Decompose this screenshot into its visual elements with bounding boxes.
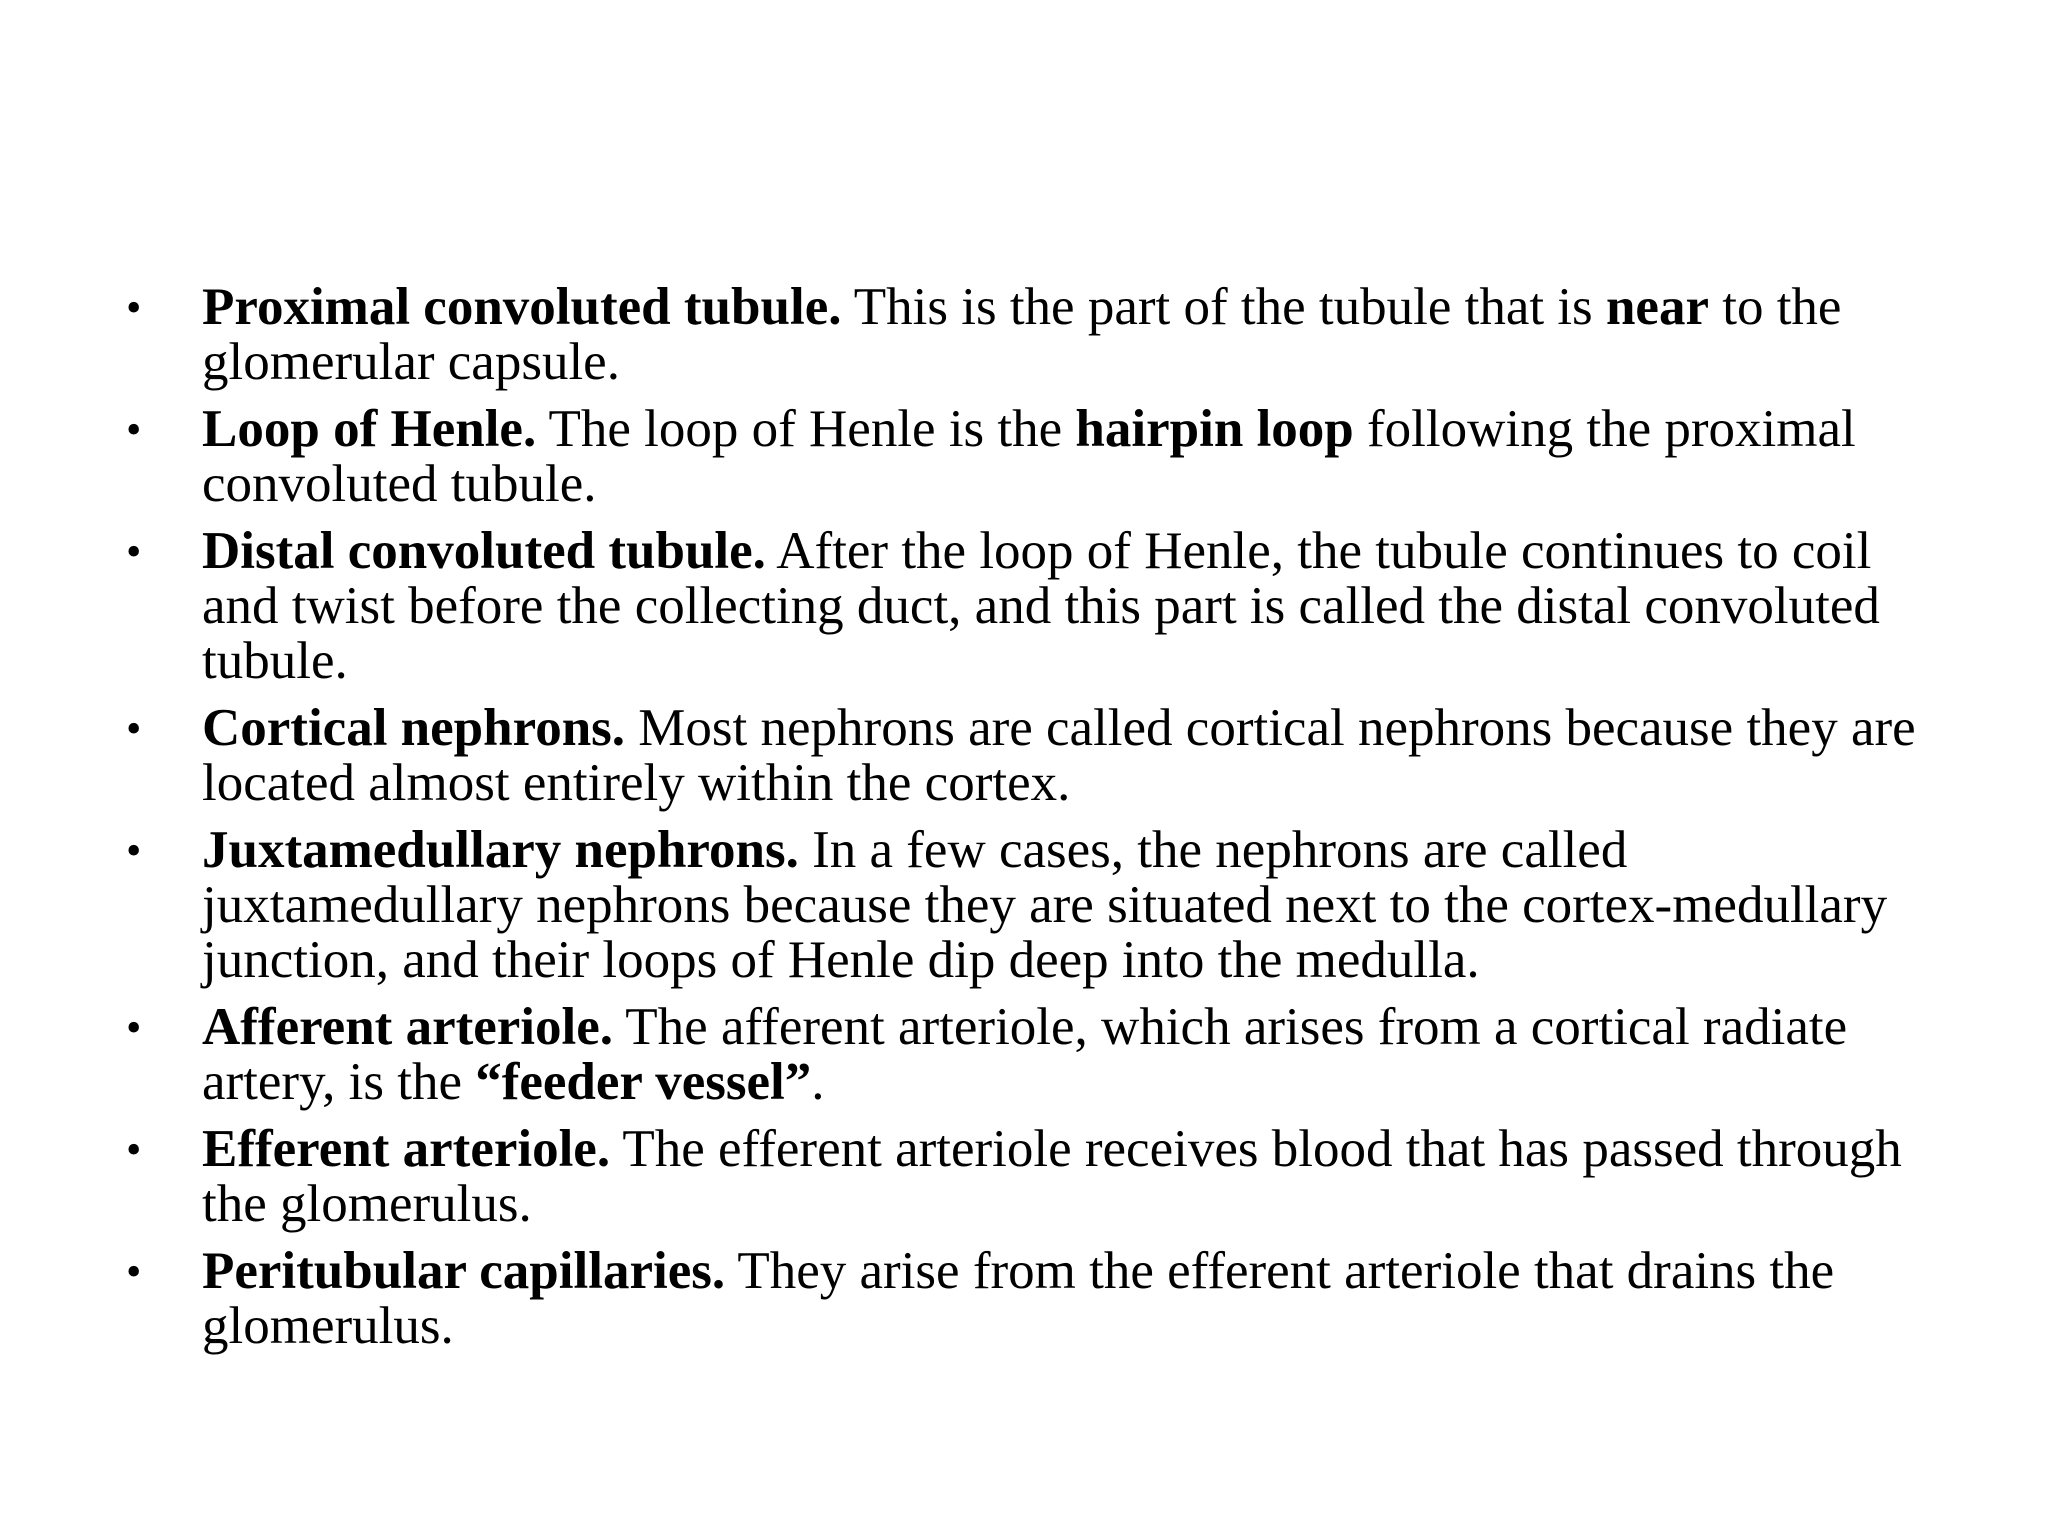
list-item-distal-convoluted-tubule xyxy=(120,524,1920,689)
bullet-icon: • xyxy=(126,1125,142,1174)
list-item-loop-of-henle xyxy=(120,402,1920,512)
description-text: . xyxy=(811,1053,825,1111)
term-label: Peritubular capillaries. xyxy=(202,1242,726,1300)
bullet-icon: • xyxy=(126,826,142,875)
emphasis-text: near xyxy=(1605,278,1709,336)
list-item-efferent-arteriole xyxy=(120,1122,1920,1232)
list-item-cortical-nephrons xyxy=(120,701,1920,811)
description-text: The afferent arteriole, which arises from a cortical radiate artery, is the xyxy=(202,998,1848,1111)
list-item-afferent-arteriole xyxy=(120,1000,1920,1110)
description-text: They arise from the efferent arteriole that drains the glomerulus. xyxy=(202,1242,1835,1355)
description-text: to the glomerular capsule. xyxy=(202,278,1842,391)
bullet-icon: • xyxy=(126,704,142,753)
list-item-proximal-convoluted-tubule xyxy=(120,280,1920,390)
term-label: Juxtamedullary nephrons. xyxy=(202,821,799,879)
term-label: Afferent arteriole. xyxy=(202,998,614,1056)
description-text: After the loop of Henle, the tubule continues to coil and twist before the collecting duct, and this part is called the distal convoluted tubule. xyxy=(202,522,1880,690)
bullet-icon: • xyxy=(126,405,142,454)
list-item-peritubular-capillaries xyxy=(120,1244,1920,1354)
bullet-list xyxy=(120,280,1920,1366)
description-text: The loop of Henle is the xyxy=(536,400,1076,458)
emphasis-text: hairpin loop xyxy=(1075,400,1354,458)
bullet-icon: • xyxy=(126,1247,142,1296)
bullet-icon: • xyxy=(126,283,142,332)
description-text: This is the part of the tubule that is xyxy=(841,278,1606,336)
term-label: Cortical nephrons. xyxy=(202,699,626,757)
description-text: following the proximal convoluted tubule. xyxy=(202,400,1856,513)
description-text: Most nephrons are called cortical nephrons because they are located almost entirely within the cortex. xyxy=(202,699,1916,812)
emphasis-text: “feeder vessel” xyxy=(475,1053,812,1111)
term-label: Loop of Henle. xyxy=(202,400,537,458)
description-text: In a few cases, the nephrons are called juxtamedullary nephrons because they are situated next to the cortex-medullary junction, and their loops of Henle dip deep into the medulla. xyxy=(202,821,1888,989)
list-item-juxtamedullary-nephrons xyxy=(120,823,1920,988)
term-label: Proximal convoluted tubule. xyxy=(202,278,842,336)
term-label: Efferent arteriole. xyxy=(202,1120,611,1178)
bullet-icon: • xyxy=(126,527,142,576)
bullet-icon: • xyxy=(126,1003,142,1052)
description-text: The efferent arteriole receives blood that has passed through the glomerulus. xyxy=(202,1120,1902,1233)
term-label: Distal convoluted tubule. xyxy=(202,522,766,580)
